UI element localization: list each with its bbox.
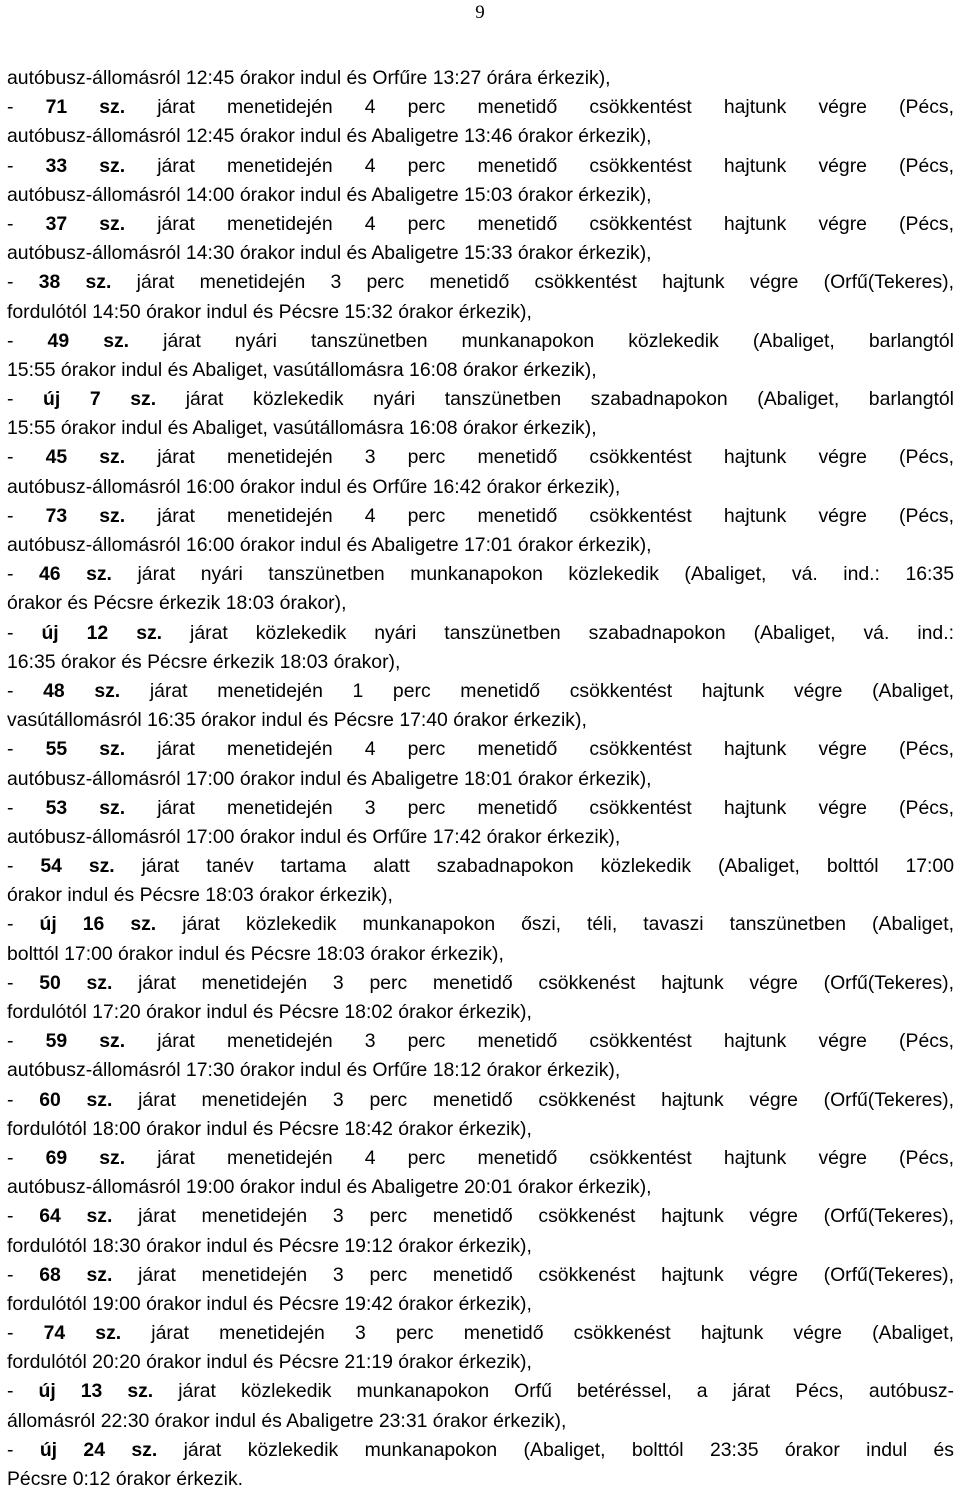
line-text: - [7, 738, 46, 761]
text-line [7, 648, 954, 677]
line-text: - [7, 388, 44, 411]
route-number: 45 sz. [45, 446, 126, 469]
text-line [7, 239, 954, 268]
text-line [7, 1465, 954, 1494]
line-text: járat menetidején 3 perc menetidő csökkenést hajtunk végre (Orfű(Tekeres), [112, 971, 954, 994]
text-line [7, 531, 954, 560]
line-text: autóbusz-állomásról 12:45 órakor indul és Orfűre 13:27 órára érkezik), [7, 67, 611, 89]
text-line [7, 1319, 954, 1348]
line-text: - [7, 504, 46, 527]
text-line [7, 210, 954, 239]
text-line [7, 1086, 954, 1115]
line-text: autóbusz-állomásról 12:45 órakor indul és Abaligetre 13:46 órakor érkezik), [7, 125, 652, 148]
text-line [7, 677, 954, 706]
line-text: járat menetidején 1 perc menetidő csökkentést hajtunk végre (Abaliget, [120, 679, 954, 702]
line-text: - [7, 1030, 46, 1053]
text-line [7, 327, 954, 356]
line-text: járat menetidején 4 perc menetidő csökkentést hajtunk végre (Pécs, [125, 154, 954, 177]
line-text: - [7, 329, 48, 352]
line-text: - [7, 212, 46, 235]
line-text: járat menetidején 3 perc menetidő csökkenést hajtunk végre (Abaliget, [121, 1322, 954, 1345]
line-text: fordulótól 20:20 órakor indul és Pécsre 21:19 órakor érkezik), [7, 1351, 532, 1374]
line-text: 15:55 órakor indul és Abaliget, vasútállomásra 16:08 órakor érkezik), [7, 417, 597, 440]
line-text: - [7, 1380, 39, 1403]
line-text: autóbusz-állomásról 16:00 órakor indul és Abaligetre 17:01 órakor érkezik), [7, 534, 652, 556]
line-text: autóbusz-állomásról 17:30 órakor indul és Orfűre 18:12 órakor érkezik), [7, 1059, 621, 1082]
text-line [7, 1202, 954, 1231]
line-text: - [7, 796, 46, 819]
line-text: - [7, 855, 41, 878]
text-line [7, 122, 954, 151]
route-number: 55 sz. [45, 738, 126, 761]
text-line [7, 998, 954, 1027]
line-text: - [7, 1263, 40, 1286]
line-text: fordulótól 17:20 órakor indul és Pécsre 18:02 órakor érkezik), [7, 1001, 532, 1023]
line-text: autóbusz-állomásról 17:00 órakor indul és Orfűre 17:42 órakor érkezik), [7, 825, 621, 848]
route-number: 60 sz. [39, 1088, 113, 1111]
line-text: járat menetidején 3 perc menetidő csökkenést hajtunk végre (Orfű(Tekeres), [112, 1263, 954, 1286]
text-line [7, 385, 954, 414]
text-line [7, 1144, 954, 1173]
route-number: új 7 sz. [43, 388, 157, 411]
text-line [7, 589, 954, 618]
route-number: új 24 sz. [39, 1438, 158, 1461]
route-number: 33 sz. [45, 154, 126, 177]
text-line [7, 765, 954, 794]
line-text: járat menetidején 3 perc menetidő csökkentést hajtunk végre (Orfű(Tekeres), [111, 271, 954, 294]
line-text: járat közlekedik munkanapokon (Abaliget, bolttól 23:35 órakor indul és [157, 1438, 954, 1461]
text-line [7, 794, 954, 823]
text-line [7, 1348, 954, 1377]
text-line [7, 706, 954, 735]
line-text: járat nyári tanszünetben munkanapokon közlekedik (Abaliget, barlangtól [129, 329, 954, 352]
line-text: járat menetidején 3 perc menetidő csökkentést hajtunk végre (Pécs, [125, 796, 954, 819]
route-number: 59 sz. [45, 1030, 126, 1053]
line-text: járat közlekedik munkanapokon Orfű betéréssel, a járat Pécs, autóbusz- [153, 1380, 954, 1403]
text-line [7, 1115, 954, 1144]
line-text: - [7, 563, 39, 586]
line-text: autóbusz-állomásról 19:00 órakor indul és Abaligetre 20:01 órakor érkezik), [7, 1176, 652, 1199]
text-line [7, 414, 954, 443]
line-text: járat menetidején 3 perc menetidő csökkenést hajtunk végre (Orfű(Tekeres), [112, 1205, 954, 1228]
line-text: vasútállomásról 16:35 órakor indul és Pécsre 17:40 órakor érkezik), [7, 709, 587, 732]
route-number: új 12 sz. [41, 621, 163, 644]
text-line [7, 1290, 954, 1319]
line-text: autóbusz-állomásról 16:00 órakor indul és Orfűre 16:42 órakor érkezik), [7, 475, 621, 498]
text-line [7, 152, 954, 181]
line-text: járat menetidején 3 perc menetidő csökkenést hajtunk végre (Orfű(Tekeres), [112, 1088, 954, 1111]
text-line [7, 1232, 954, 1261]
line-text: Pécsre 0:12 órakor érkezik. [7, 1468, 244, 1490]
line-text: - [7, 1146, 46, 1169]
line-text: járat menetidején 3 perc menetidő csökkentést hajtunk végre (Pécs, [125, 1030, 954, 1053]
route-number: 49 sz. [47, 329, 130, 352]
route-number: 69 sz. [45, 1146, 126, 1169]
route-number: új 16 sz. [39, 913, 157, 936]
route-number: 53 sz. [45, 796, 126, 819]
text-line [7, 1377, 954, 1406]
text-line [7, 443, 954, 472]
line-text: fordulótól 19:00 órakor indul és Pécsre 19:42 órakor érkezik), [7, 1292, 532, 1315]
line-text: autóbusz-állomásról 17:00 órakor indul és Abaligetre 18:01 órakor érkezik), [7, 767, 652, 790]
text-line [7, 181, 954, 210]
line-text: 15:55 órakor indul és Abaliget, vasútállomásra 16:08 órakor érkezik), [7, 358, 597, 381]
route-number: 68 sz. [39, 1263, 113, 1286]
route-number: új 13 sz. [38, 1380, 154, 1403]
line-text: fordulótól 18:30 órakor indul és Pécsre 19:12 órakor érkezik), [7, 1234, 532, 1257]
route-number: 71 sz. [45, 96, 126, 119]
text-line [7, 881, 954, 910]
line-text: órakor indul és Pécsre 18:03 órakor érkezik), [7, 884, 393, 907]
line-text: járat közlekedik nyári tanszünetben szabadnapokon (Abaliget, barlangtól [156, 388, 954, 411]
line-text: járat menetidején 4 perc menetidő csökkentést hajtunk végre (Pécs, [125, 96, 954, 119]
text-line [7, 1056, 954, 1085]
line-text: járat menetidején 4 perc menetidő csökkentést hajtunk végre (Pécs, [125, 212, 954, 235]
text-line [7, 969, 954, 998]
document-body [7, 64, 954, 1494]
line-text: - [7, 446, 46, 469]
line-text: - [7, 271, 39, 294]
text-line [7, 735, 954, 764]
text-line [7, 1261, 954, 1290]
line-text: járat menetidején 4 perc menetidő csökkentést hajtunk végre (Pécs, [125, 1146, 954, 1169]
line-text: - [7, 96, 46, 119]
text-line [7, 268, 954, 297]
route-number: 50 sz. [39, 971, 113, 994]
line-text: bolttól 17:00 órakor indul és Pécsre 18:03 órakor érkezik), [7, 942, 504, 965]
line-text: órakor és Pécsre érkezik 18:03 órakor), [7, 592, 347, 615]
line-text: - [7, 1438, 40, 1461]
text-line [7, 473, 954, 502]
text-line [7, 502, 954, 531]
route-number: 73 sz. [45, 504, 126, 527]
line-text: - [7, 1322, 44, 1345]
line-text: fordulótól 14:50 órakor indul és Pécsre 15:32 órakor érkezik), [7, 300, 532, 323]
route-number: 54 sz. [40, 855, 115, 878]
line-text: - [7, 621, 42, 644]
line-text: - [7, 154, 46, 177]
text-line [7, 93, 954, 122]
text-line [7, 1407, 954, 1436]
text-line [7, 1027, 954, 1056]
line-text: járat közlekedik munkanapokon őszi, téli, tavaszi tanszünetben (Abaliget, [156, 913, 954, 936]
line-text: 16:35 órakor és Pécsre érkezik 18:03 órakor), [7, 650, 401, 673]
route-number: 38 sz. [38, 271, 112, 294]
line-text: - [7, 679, 44, 702]
text-line [7, 940, 954, 969]
line-text: autóbusz-állomásról 14:00 órakor indul és Abaligetre 15:03 órakor érkezik), [7, 183, 652, 206]
line-text: járat menetidején 4 perc menetidő csökkentést hajtunk végre (Pécs, [125, 738, 954, 761]
line-text: járat menetidején 3 perc menetidő csökkentést hajtunk végre (Pécs, [125, 446, 954, 469]
route-number: 48 sz. [43, 679, 121, 702]
route-number: 46 sz. [38, 563, 112, 586]
text-line [7, 356, 954, 385]
text-line [7, 560, 954, 589]
line-text: autóbusz-állomásról 14:30 órakor indul és Abaligetre 15:33 órakor érkezik), [7, 242, 652, 265]
route-number: 74 sz. [43, 1322, 122, 1345]
line-text: járat nyári tanszünetben munkanapokon közlekedik (Abaliget, vá. ind.: 16:35 [111, 563, 954, 586]
text-line [7, 298, 954, 327]
line-text: - [7, 913, 40, 936]
text-line [7, 823, 954, 852]
line-text: állomásról 22:30 órakor indul és Abaligetre 23:31 órakor érkezik), [7, 1409, 567, 1432]
line-text: - [7, 1088, 40, 1111]
text-line [7, 852, 954, 881]
line-text: járat menetidején 4 perc menetidő csökkentést hajtunk végre (Pécs, [125, 504, 954, 527]
route-number: 64 sz. [39, 1205, 113, 1228]
line-text: járat tanév tartama alatt szabadnapokon közlekedik (Abaliget, bolttól 17:00 [114, 855, 954, 878]
text-line [7, 1436, 954, 1465]
line-text: - [7, 1205, 40, 1228]
line-text: járat közlekedik nyári tanszünetben szabadnapokon (Abaliget, vá. ind.: [162, 621, 954, 644]
text-line [7, 1173, 954, 1202]
line-text: fordulótól 18:00 órakor indul és Pécsre 18:42 órakor érkezik), [7, 1117, 532, 1140]
page-number: 9 [475, 2, 485, 23]
route-number: 37 sz. [45, 212, 126, 235]
line-text: - [7, 971, 40, 994]
text-line [7, 619, 954, 648]
text-line [7, 64, 954, 93]
text-line [7, 910, 954, 939]
